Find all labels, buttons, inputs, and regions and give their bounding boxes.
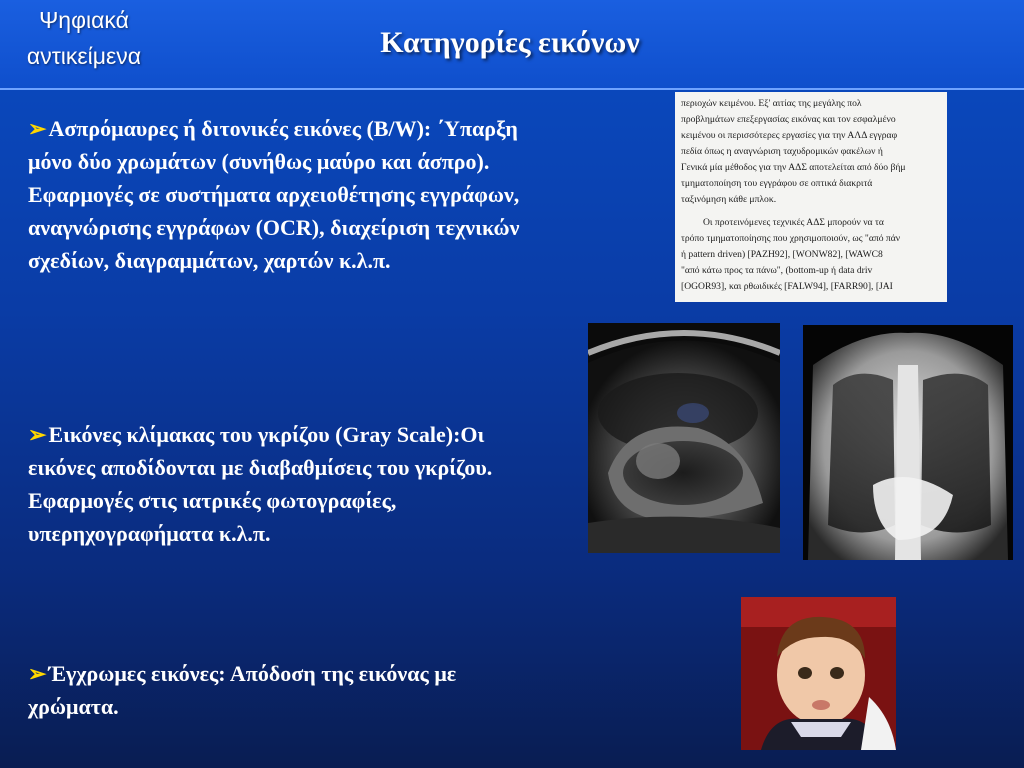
document-scan-image xyxy=(675,92,947,302)
doc-line: [OGOR93], και ρθωιδικές [FALW94], [FARR90], [JAI xyxy=(681,281,893,292)
section-label-line1: Ψηφιακά xyxy=(39,7,129,33)
bullet-color-images xyxy=(28,657,528,723)
doc-line: Γενικά μία μέθοδος για την ΑΔΣ αποτελείται από δύο βήμ xyxy=(681,162,906,173)
doc-line: κειμένου οι περισσότερες εργασίες για την ΑΛΔ εγγραφ xyxy=(681,130,898,141)
doc-line: τμηματοποίηση του εγγράφου σε οπτικά διακριτά xyxy=(681,178,873,189)
bullet-text: Εικόνες κλίμακας του γκρίζου (Gray Scale):Οι εικόνες αποδίδονται με διαβαθμίσεις του γκρίζου. Εφαρμογές στις ιατρικές φωτογραφίες, υπερηχογραφήματα κ.λ.π. xyxy=(28,422,493,546)
doc-line: "από κάτω προς τα πάνω", (bottom-up ή data driv xyxy=(681,265,873,276)
doc-line: ή pattern driven) [PAZH92], [WONW82], [WAWC8 xyxy=(681,249,883,260)
bullet-arrow-icon: ➢ xyxy=(28,661,47,686)
doc-line: ταξινόμηση κάθε μπλοκ. xyxy=(681,194,777,205)
doc-line: τρόπο τμηματοποίησης που χρησιμοποιούν, ως "από πάν xyxy=(681,233,901,244)
doc-line: Οι προτεινόμενες τεχνικές ΑΔΣ μπορούν να τα xyxy=(703,217,884,228)
doc-line: περιοχών κειμένου. Εξ' αιτίας της μεγάλης πολ xyxy=(681,98,862,109)
section-label-line2: αντικείμενα xyxy=(26,43,142,69)
bullet-text: Έγχρωμες εικόνες: Απόδοση της εικόνας με χρώματα. xyxy=(28,661,457,719)
bullet-grayscale-images xyxy=(28,418,528,550)
doc-line: πεδία όπως η αναγνώριση ταχυδρομικών φακέλων ή xyxy=(681,146,883,157)
bullet-arrow-icon: ➢ xyxy=(28,116,47,141)
bullet-text: Ασπρόμαυρες ή διτονικές εικόνες (B/W): ΄Υπαρξη μόνο δύο χρωμάτων (συνήθως μαύρο και άσπρο). Εφαρμογές σε συστήματα αρχειοθέτησης εγγράφων, αναγνώρισης εγγράφων (OCR), διαχείριση τεχνικών σχεδίων, διαγραμμάτων, χαρτών κ.λ.π. xyxy=(28,116,520,273)
ultrasound-image xyxy=(588,323,780,553)
slide-title: Κατηγορίες εικόνων xyxy=(380,26,640,59)
bullet-bw-images xyxy=(28,112,528,277)
chest-xray-image xyxy=(803,325,1013,560)
bullet-arrow-icon: ➢ xyxy=(28,422,47,447)
child-photo-image xyxy=(741,597,896,750)
doc-line: προβλημάτων επεξεργασίας εικόνας και τον εσφαλμένο xyxy=(681,114,896,125)
section-label xyxy=(0,2,168,74)
